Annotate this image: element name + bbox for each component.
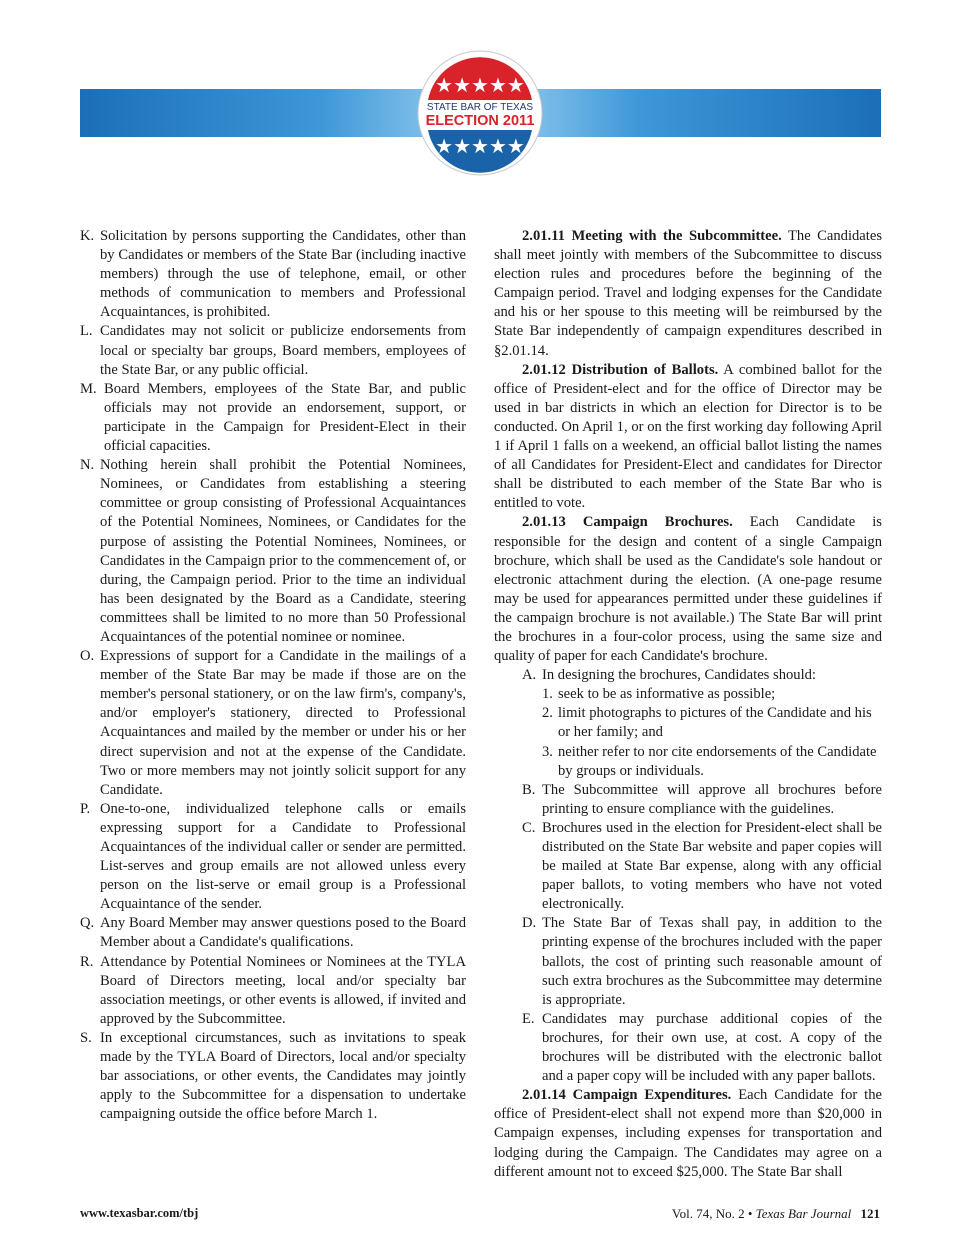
list-item: L. Candidates may not solicit or publicize endorsements from local or specialty bar groups, Board members, employees of the State Bar, or any public official. — [80, 323, 466, 378]
page-number: 121 — [860, 1206, 880, 1221]
election-seal — [417, 50, 543, 176]
footer-bullet: • — [747, 1206, 753, 1221]
list-item: A. In designing the brochures, Candidates should: — [522, 667, 816, 684]
section-2-01-11: 2.01.11 Meeting with the Subcommittee. The Candidates shall meet jointly with members of the Subcommittee to discuss election rules and procedures before the beginning of the Campaign period. Travel and lodging expenses for the Candidate and his or her spouse to this meeting will be reimbursed by the State Bar independently of campaign expenditures described in §2.01.14. — [494, 228, 882, 359]
list-item: N. Nothing herein shall prohibit the Potential Nominees, Nominees, or Candidates from establishing a steering committee or group consisting of Professional Acquaintances of the Potential Nominees, Nominees, or Candidates for the purpose of assisting the Potential Nominees, Nominees, or Candidates in the Campaign prior to the commencement of, or during, the Campaign period. Prior to the time an individual has been designated by the Board as a Candidate, steering committees shall be limited to no more than 50 Professional Acquaintances of the potential nominee or nominee. — [80, 457, 466, 645]
list-item: B. The Subcommittee will approve all brochures before printing to ensure compliance with the guidelines. — [522, 781, 882, 817]
list-item: 3. neither refer to nor cite endorsements of the Candidate by groups or individuals. — [542, 743, 877, 779]
footer-url-link[interactable]: www.texasbar.com/tbj — [80, 1206, 199, 1220]
list-item: Q. Any Board Member may answer questions posed to the Board Member about a Candidate's qualifications. — [80, 915, 466, 951]
top-stars-icon — [435, 73, 525, 97]
left-column — [80, 227, 466, 1124]
seal-line2: ELECTION 2011 — [425, 113, 535, 129]
svg-text:★★★★★: ★★★★★ — [435, 134, 525, 158]
section-2-01-12: 2.01.12 Distribution of Ballots. A combined ballot for the office of President-elect and for the office of Director may be used in bar districts in which an election for Director is to be conducted. On April 1, or on the first working day following April 1 if April 1 falls on a weekend, an official ballot listing the names of all Candidates for President-Elect and candidates for Director shall be distributed to each member of the State Bar who is entitled to vote. — [494, 361, 882, 512]
bottom-stars-icon — [435, 134, 525, 158]
section-2-01-13: 2.01.13 Campaign Brochures. Each Candidate is responsible for the design and content of a single Campaign brochure, which shall be used as the Candidate's sole handout or electronic attachment during the election. (A one-page resume may be used for appearances permitted under these guidelines if the campaign brochure is not available.) The State Bar will print the brochures in a four-color process, using the same size and quality of paper for each Candidate's brochure. — [494, 514, 882, 665]
svg-text:★★★★★: ★★★★★ — [435, 73, 525, 97]
seal-line1: STATE BAR OF TEXAS — [426, 102, 534, 113]
footer-journal: Texas Bar Journal — [755, 1206, 852, 1221]
footer-volume: Vol. 74, No. 2 — [671, 1206, 745, 1221]
list-item: 1. seek to be as informative as possible; — [542, 686, 776, 703]
list-item: P. One-to-one, individualized telephone calls or emails expressing support for a Candidate to Professional Acquaintances of the individual caller or sender are permitted. List-serves and group emails are not allowed unless every person on the list-serve or email group is a Professional Acquaintance of the sender. — [80, 800, 466, 913]
list-item: 2. limit photographs to pictures of the Candidate and his or her family; and — [542, 705, 872, 741]
list-item: M. Board Members, employees of the State Bar, and public officials may not provide an endorsement, support, or participate in the Campaign for President-Elect in their official capacities. — [80, 380, 466, 455]
list-item: O. Expressions of support for a Candidate in the mailings of a member of the State Bar may be made if those are on the member's personal stationery, or on the law firm's, company's, and/or employer's stationery, directed to Professional Acquaintances and mailed by the member or under his or her direct supervision and not at the expense of the Candidate. Two or more members may not jointly solicit support for any Candidate. — [80, 648, 466, 798]
section-2-01-14: 2.01.14 Campaign Expenditures. Each Candidate for the office of President-elect shall not expend more than $20,000 in Campaign expenses, including expenses for transportation and lodging during the Campaign. The Candidates may agree on a different amount not to exceed $25,000. The State Bar shall — [494, 1087, 882, 1180]
list-item: E. Candidates may purchase additional copies of the brochures, for their own use, at cost. A copy of the brochures will be distributed with the electronic ballot and a paper copy will be included with any paper ballots. — [522, 1010, 882, 1085]
footer-page-info — [672, 1206, 880, 1222]
list-item: R. Attendance by Potential Nominees or Nominees at the TYLA Board of Directors meeting, local and/or specialty bar association meetings, or other events is allowed, if invited and approved by the Subcommittee. — [80, 953, 466, 1027]
list-item: C. Brochures used in the election for President-elect shall be distributed on the State Bar website and paper copies will be mailed at State Bar expense, along with any official paper ballots, to voting members who have not voted electronically. — [522, 819, 882, 913]
list-item: S. In exceptional circumstances, such as invitations to speak made by the TYLA Board of Directors, local and/or specialty bar associations, or other events, the Candidates may jointly apply to the Subcommittee for a dispensation to undertake campaigning outside the office before March 1. — [80, 1029, 466, 1123]
list-item: K. Solicitation by persons supporting the Candidates, other than by Candidates or members of the State Bar (including inactive members) through the use of telephone, email, or other methods of communication to members and Professional Acquaintances, is prohibited. — [80, 228, 466, 321]
right-column — [494, 227, 882, 1182]
list-item: D. The State Bar of Texas shall pay, in addition to the printing expense of the brochures included with the paper ballots, the cost of printing such reasonable amount of such extra brochures as the Subcommittee may determine is appropriate. — [522, 915, 882, 1008]
